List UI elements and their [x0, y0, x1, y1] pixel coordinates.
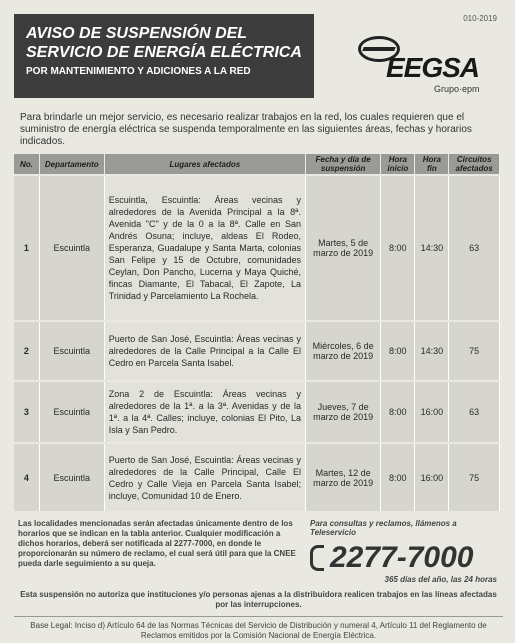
contact-label: Para consultas y reclamos, llámenos a Teleservicio [310, 519, 457, 537]
row-end: 14:30 [415, 175, 449, 321]
row-places: Puerto de San José, Escuintla: Áreas vecinas y alrededores de la Calle Principal, Calle El Cedro y Calle Vieja en Parcela Santa Isabel; incluye, Comunidad 10 de Enero. [104, 443, 305, 511]
row-no: 4 [14, 443, 39, 511]
row-end: 14:30 [415, 321, 449, 381]
suspension-table [14, 154, 500, 511]
row-circuits: 63 [449, 381, 500, 443]
row-department: Escuintla [39, 321, 104, 381]
row-department: Escuintla [39, 443, 104, 511]
row-circuits: 75 [449, 443, 500, 511]
warning-text: Esta suspensión no autoriza que instituciones y/o personas ajenas a la distribuidora realicen trabajos en las líneas afectadas por las interrupciones. [20, 590, 497, 609]
header-start: Hora inicio [381, 154, 415, 175]
phone-number[interactable]: 2277-7000 [330, 541, 474, 574]
row-end: 16:00 [415, 443, 449, 511]
row-circuits: 63 [449, 175, 500, 321]
table-row [14, 175, 500, 321]
table-row [14, 381, 500, 443]
company-logo [314, 14, 503, 98]
row-start: 8:00 [381, 443, 415, 511]
row-end: 16:00 [415, 381, 449, 443]
intro-text: Para brindarle un mejor servicio, es necesario realizar trabajos en la red, los cuales requieren que el suministro de energía eléctrica se suspenda temporalmente en las siguientes áreas, fechas y horarios indicados. [20, 112, 472, 147]
footer [14, 519, 503, 584]
row-date: Martes, 12 de marzo de 2019 [305, 443, 380, 511]
table-header-row [14, 154, 500, 175]
table-row [14, 321, 500, 381]
row-start: 8:00 [381, 175, 415, 321]
header-places: Lugares afectados [104, 154, 305, 175]
header [14, 14, 503, 98]
row-places: Escuintla, Escuintla: Áreas vecinas y alrededores de la Avenida Principal a la 8ª. Avenida "C" y de la 0 a la 8ª. Calle en San Andrés Osuna; incluye, aldeas El Rodeo, Esperanza, Guadalupe y Santa Marta, colonias San Felipe y 15 de Octubre, comunidades Ceylan, Don Pancho, Lucerna y Maya Quiché, fincas Diamante, El Tabacal, El Zapote, La Trinidad y Parcelamiento La Rochela. [104, 175, 305, 321]
footer-disclaimer: Las localidades mencionadas serán afectadas únicamente dentro de los horarios que se indican en la tabla anterior. Cualquier modificación a dichos horarios, deberá ser notificada al 2277-7000, en donde le proporcionarán su número de reclamo, el cual será útil para que la CNEE pueda darle seguimiento a su queja. [18, 519, 296, 568]
title-line-2: SERVICIO DE ENERGÍA ELÉCTRICA [26, 44, 302, 61]
phone-icon [310, 545, 324, 571]
row-department: Escuintla [39, 381, 104, 443]
row-start: 8:00 [381, 321, 415, 381]
row-no: 1 [14, 175, 39, 321]
row-date: Martes, 5 de marzo de 2019 [305, 175, 380, 321]
edition-code: 010-2019 [463, 14, 497, 23]
row-no: 2 [14, 321, 39, 381]
header-department: Departamento [39, 154, 104, 175]
title-box [14, 14, 314, 98]
table-row [14, 443, 500, 511]
row-date: Miércoles, 6 de marzo de 2019 [305, 321, 380, 381]
row-places: Puerto de San José, Escuintla: Áreas vecinas y alrededores de la Calle Principal a la Calle El Cedro en Parcela Santa Isabel. [104, 321, 305, 381]
service-hours: 365 días del año, las 24 horas [384, 575, 497, 584]
header-end: Hora fin [415, 154, 449, 175]
header-no: No. [14, 154, 39, 175]
row-no: 3 [14, 381, 39, 443]
row-department: Escuintla [39, 175, 104, 321]
phone-row [310, 541, 503, 575]
row-circuits: 75 [449, 321, 500, 381]
contact-box [298, 519, 503, 584]
row-start: 8:00 [381, 381, 415, 443]
header-circuits: Circuitos afectados [449, 154, 500, 175]
subtitle: POR MANTENIMIENTO Y ADICIONES A LA RED [26, 66, 251, 77]
logo-group: Grupo·epm [434, 84, 480, 94]
row-date: Jueves, 7 de marzo de 2019 [305, 381, 380, 443]
title-line-1: AVISO DE SUSPENSIÓN DEL [26, 25, 248, 42]
logo-name: EEGSA [386, 52, 480, 83]
header-date: Fecha y día de suspensión [305, 154, 380, 175]
row-places: Zona 2 de Escuintla: Áreas vecinas y alrededores de la 1ª. a la 3ª. Avenidas y de la 1ª. a la 4ª. Calles; incluye, colonias El Pito, La Isla y San Pedro. [104, 381, 305, 443]
legal-basis: Base Legal: Inciso d) Artículo 64 de las Normas Técnicas del Servicio de Distribución y numeral 4, Artículo 11 del Reglamento de Reclamos emitidos por la Comisión Nacional de Energía Eléctrica. [14, 616, 503, 641]
